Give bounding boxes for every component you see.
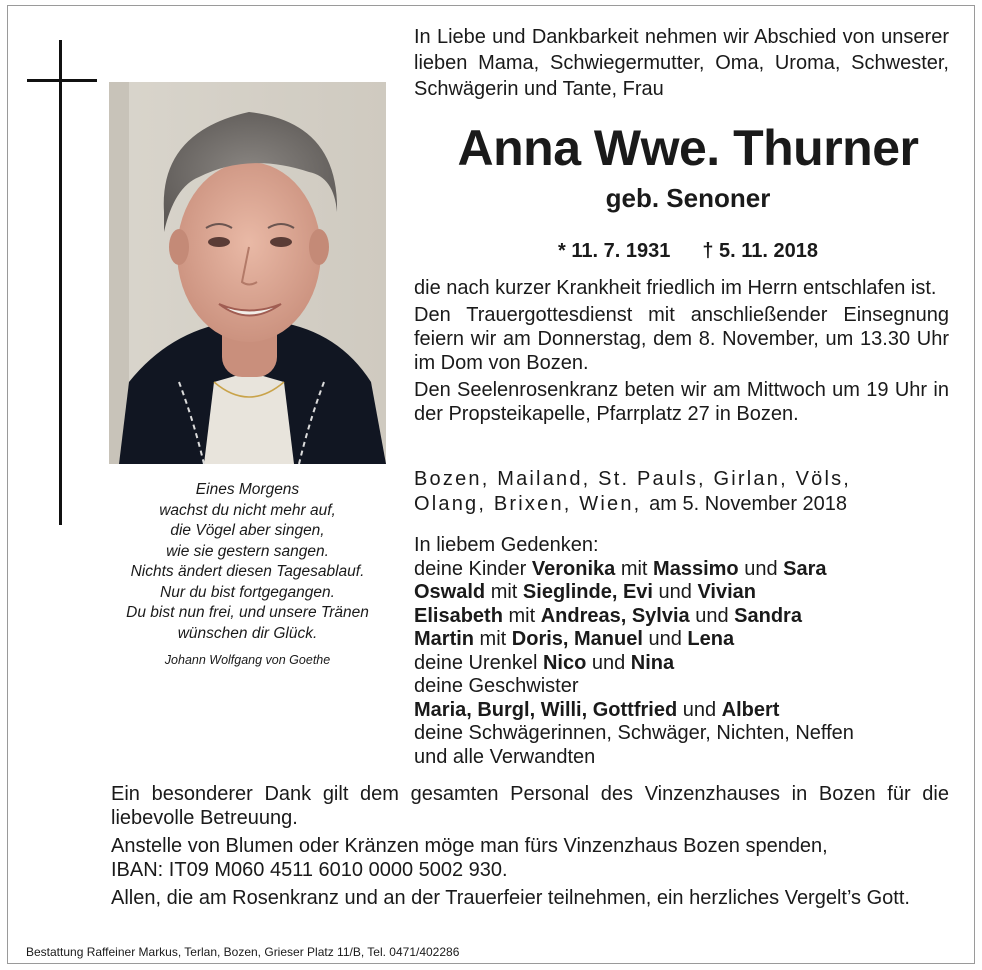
poem-author: Johann Wolfgang von Goethe [164,653,331,667]
family-line-relatives: und alle Verwandten [414,745,596,768]
poem-line: Du bist nun frei, und unsere Tränen [126,604,369,621]
family-line-elisabeth: Elisabeth mit Andreas, Sylvia und Sandra [414,604,802,627]
funeral-home-footer: Bestattung Raffeiner Markus, Terlan, Bozen, Grieser Platz 11/B, Tel. 0471/402286 [26,945,460,959]
thanks-gratitude: Allen, die am Rosenkranz und an der Trauerfeier teilnehmen, ein herzliches Vergelt’s Gott. [111,887,910,909]
family-line-siblings-intro: deine Geschwister [414,675,579,697]
places-line-2 [414,492,949,517]
cross-horizontal-bar [27,79,97,82]
cross-vertical-bar [59,40,62,525]
poem-line: Nichts ändert diesen Tagesablauf. [130,563,365,580]
thanks-donation: Anstelle von Blumen oder Kränzen möge man fürs Vinzenzhaus Bozen spenden, IBAN: IT09 M060 4511 6010 0000 5002 930. [111,835,828,881]
poem-line: die Vögel aber singen, [170,522,325,539]
family-line-children: deine Kinder Veronika mit Massimo und Sara [414,557,827,580]
poem [100,480,395,671]
death-date: † 5. 11. 2018 [702,240,818,262]
funeral-text: Den Trauergottesdienst mit anschließender Einsegnung feiern wir am Donnerstag, dem 8. November, um 13.30 Uhr im Dom von Bozen. [414,304,949,374]
poem-line: Nur du bist fortgegangen. [160,583,335,601]
places-line-2-places: Olang, Brixen, Wien, [414,493,650,515]
portrait-illustration [109,82,386,464]
family-line-great-grandchildren: deine Urenkel Nico und Nina [414,651,675,674]
portrait-photo [109,82,386,464]
poem-line: wünschen dir Glück. [177,624,318,642]
family-list [414,534,949,769]
maiden-name: geb. Senoner [605,183,771,213]
poem-line: wachst du nicht mehr auf, [159,501,336,519]
announcement-date: am 5. November 2018 [649,493,848,515]
family-line-oswald: Oswald mit Sieglinde, Evi und Vivian [414,581,757,603]
poem-line: wie sie gestern sangen. [166,542,329,560]
family-heading: In liebem Gedenken: [414,534,599,556]
passing-text: die nach kurzer Krankheit friedlich im Herrn entschlafen ist. [414,277,937,299]
announcement [414,276,949,429]
places-and-date [414,467,949,517]
iban-text: IBAN: IT09 M060 4511 6010 0000 5002 930. [111,858,508,881]
rosary-text: Den Seelenrosenkranz beten wir am Mittwoch um 19 Uhr in der Propsteikapelle, Pfarrplatz 27 in Bozen. [414,379,949,425]
thanks-section [111,783,949,916]
birth-date: * 11. 7. 1931 [558,240,671,262]
thanks-staff: Ein besonderer Dank gilt dem gesamten Personal des Vinzenzhauses in Bozen für die liebevolle Betreuung. [111,783,949,829]
family-line-in-laws: deine Schwägerinnen, Schwäger, Nichten, Neffen [414,722,854,744]
family-line-siblings: Maria, Burgl, Willi, Gottfried und Albert [414,698,780,721]
intro-text: In Liebe und Dankbarkeit nehmen wir Abschied von unserer lieben Mama, Schwiegermutter, Oma, Uroma, Schwester, Schwägerin und Tante, Frau [414,26,949,100]
life-dates [414,237,962,265]
poem-line: Eines Morgens [195,481,300,498]
family-line-martin: Martin mit Doris, Manuel und Lena [414,628,735,650]
deceased-name: Anna Wwe. Thurner [457,120,919,176]
places-line-1: Bozen, Mailand, St. Pauls, Girlan, Völs, [414,468,852,490]
